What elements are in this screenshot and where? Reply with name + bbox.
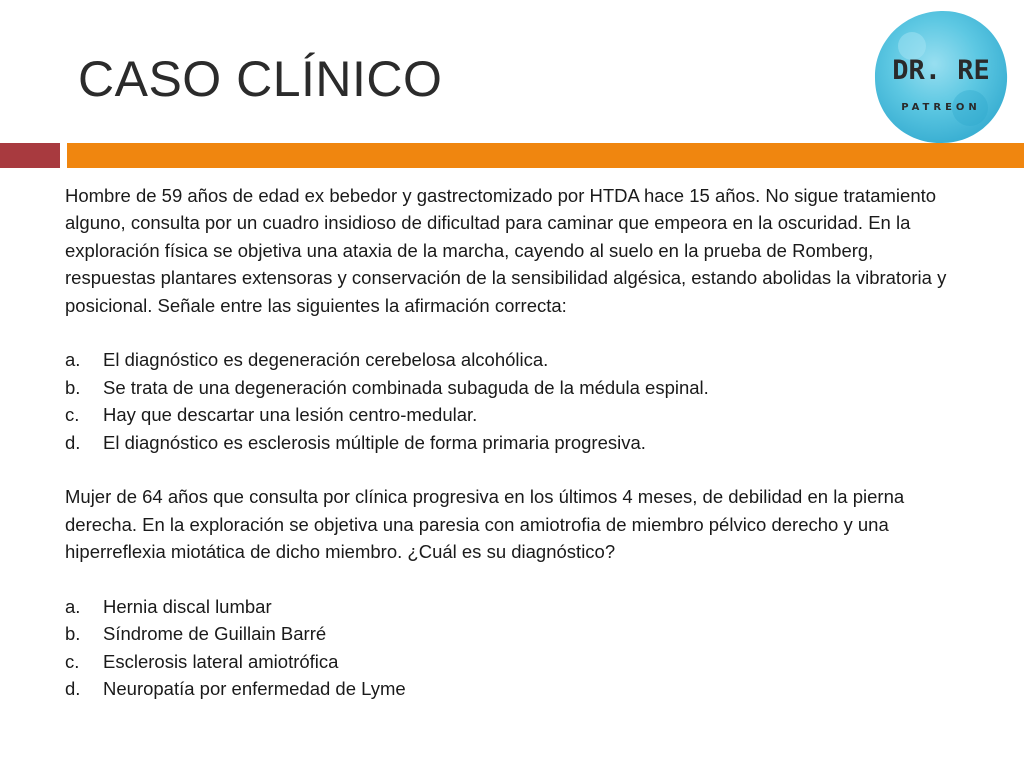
accent-bar-orange xyxy=(67,143,1024,168)
case-2-text: Mujer de 64 años que consulta por clínica progresiva en los últimos 4 meses, de debilidad en la pierna derecha. En la exploración se objetiva una paresia con amiotrofia de miembro pélvico derecho y una hiperreflexia miotática de dicho miembro. ¿Cuál es su diagnóstico? xyxy=(65,486,905,563)
accent-bar-red xyxy=(0,143,60,168)
case-1-option-a: a. El diagnóstico es degeneración cerebelosa alcohólica. xyxy=(65,349,549,371)
case-2-option-b: b. Síndrome de Guillain Barré xyxy=(65,623,327,645)
case-2-option-a: a. Hernia discal lumbar xyxy=(65,596,272,618)
case-1-options xyxy=(65,346,965,456)
case-2-option-c: c. Esclerosis lateral amiotrófica xyxy=(65,650,339,672)
logo-subtitle: PATREON xyxy=(901,102,981,113)
dr-re-patreon-logo xyxy=(872,8,1010,146)
case-1-option-c: c. Hay que descartar una lesión centro-medular. xyxy=(65,404,478,426)
case-1-text: Hombre de 59 años de edad ex bebedor y gastrectomizado por HTDA hace 15 años. No sigue tratamiento alguno, consulta por un cuadro insidioso de dificultad para caminar que empeora en la oscuridad. En la exploración física se objetiva una ataxia de la marcha, cayendo al suelo en la prueba de Romberg, respuestas plantares extensoras y conservación de la sensibilidad algésica, estando abolidas la vibratoria y posicional. Señale entre las siguientes la afirmación correcta: xyxy=(65,185,947,316)
slide-content xyxy=(65,182,965,703)
slide-title: CASO CLÍNICO xyxy=(78,51,443,107)
case-1-option-b: b. Se trata de una degeneración combinada subaguda de la médula espinal. xyxy=(65,376,709,398)
case-1-option-d: d. El diagnóstico es esclerosis múltiple de forma primaria progresiva. xyxy=(65,431,646,453)
case-2-options xyxy=(65,593,965,703)
case-2-option-d: d. Neuropatía por enfermedad de Lyme xyxy=(65,678,406,700)
logo-title: DR. RE xyxy=(892,55,990,86)
